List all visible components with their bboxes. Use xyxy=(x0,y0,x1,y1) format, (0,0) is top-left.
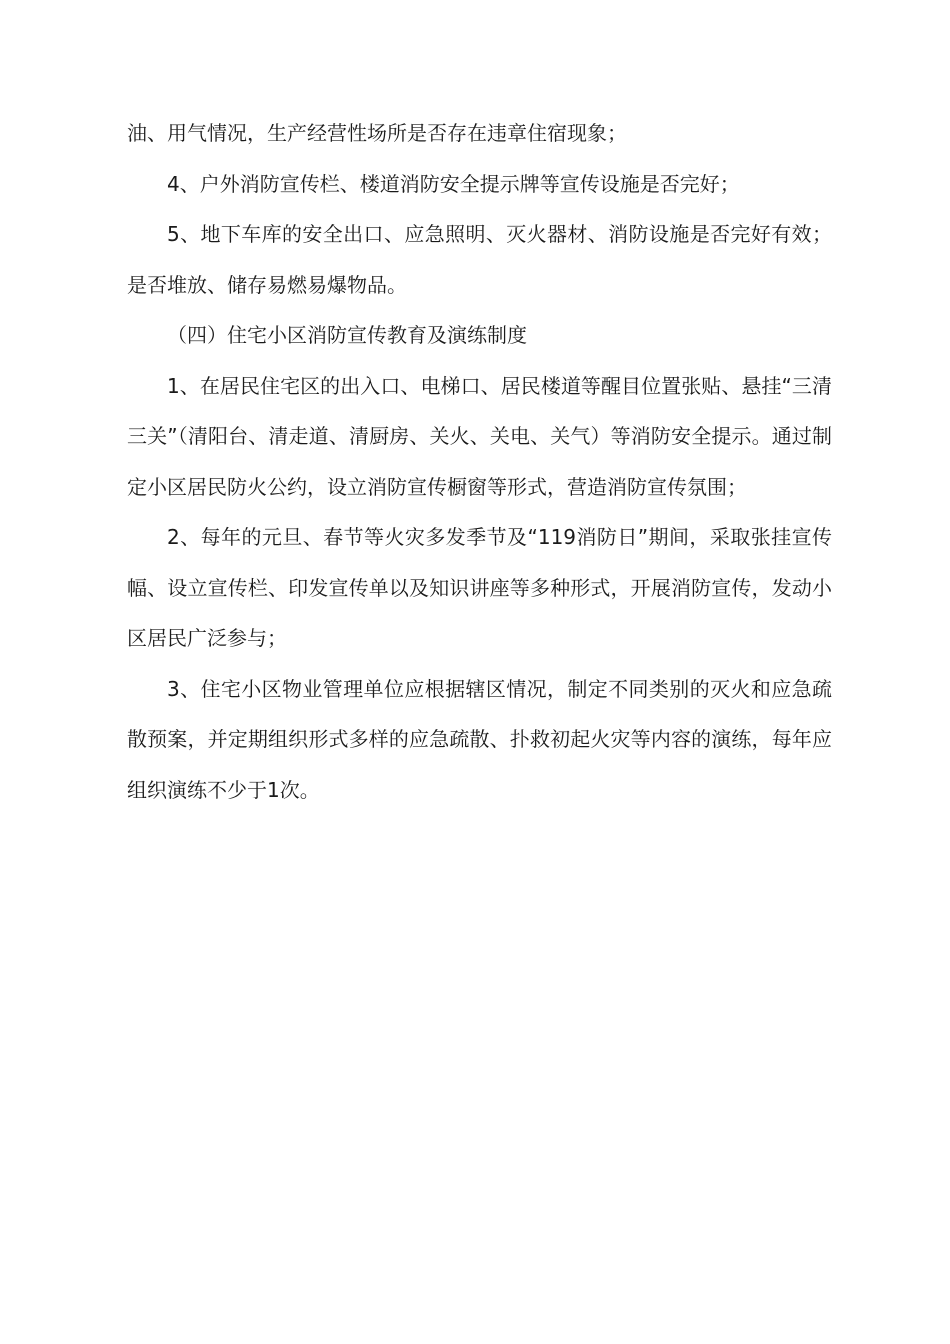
paragraph-item-2: 2、每年的元旦、春节等火灾多发季节及“119消防日”期间，采取张挂宣传幅、设立宣传栏、印发宣传单以及知识讲座等多种形式，开展消防宣传，发动小区居民广泛参与； xyxy=(127,525,832,650)
paragraph-item-1: 1、在居民住宅区的出入口、电梯口、居民楼道等醒目位置张贴、悬挂“三清三关”（清阳台、清走道、清厨房、关火、关电、关气）等消防安全提示。通过制定小区居民防火公约，设立消防宣传橱窗等形式，营造消防宣传氛围； xyxy=(127,373,832,499)
paragraph-item-3: 3、住宅小区物业管理单位应根据辖区情况，制定不同类别的灭火和应急疏散预案，并定期组织形式多样的应急疏散、扑救初起火灾等内容的演练，每年应组织演练不少于1次。 xyxy=(127,676,832,802)
paragraph-item-4: 4、户外消防宣传栏、楼道消防安全提示牌等宣传设施是否完好； xyxy=(167,171,740,196)
document-body xyxy=(127,108,832,815)
paragraph-continuation: 油、用气情况，生产经营性场所是否存在违章住宿现象； xyxy=(127,121,627,145)
section-heading: （四）住宅小区消防宣传教育及演练制度 xyxy=(167,323,527,347)
paragraph-item-5: 5、地下车库的安全出口、应急照明、灭火器材、消防设施是否完好有效；是否堆放、储存易燃易爆物品。 xyxy=(127,222,832,297)
